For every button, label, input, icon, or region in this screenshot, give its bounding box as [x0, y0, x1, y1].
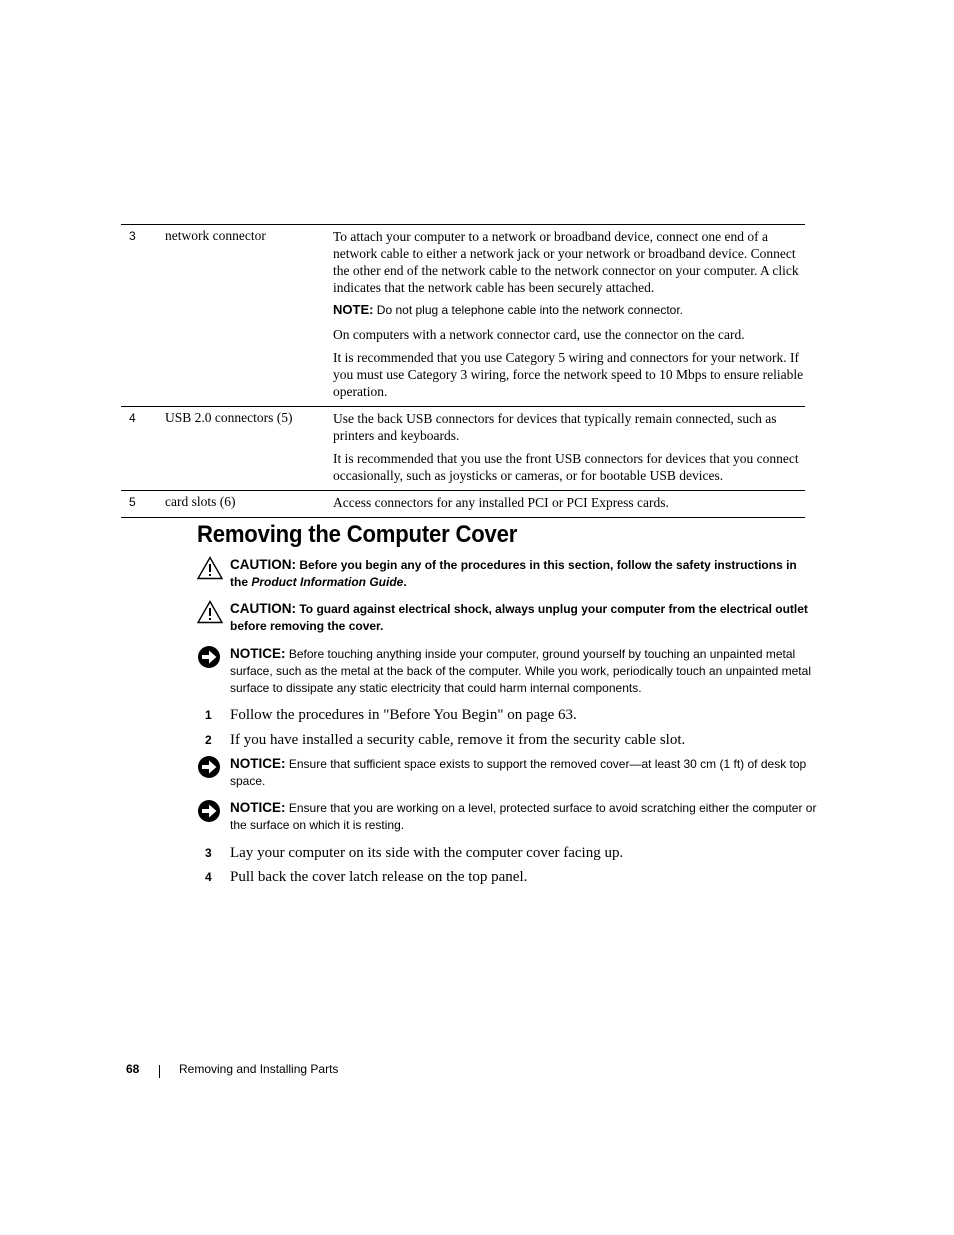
notice-block: [197, 799, 817, 834]
description-paragraph: On computers with a network connector card, use the connector on the card.: [333, 327, 745, 342]
row-name: card slots (6): [165, 494, 236, 509]
caution-block: [197, 556, 817, 591]
description-paragraph: It is recommended that you use Category 5 wiring and connectors for your network. If you must use Category 3 wiring, force the network speed to 10 Mbps to ensure reliable operation.: [333, 350, 804, 399]
chapter-title: Removing and Installing Parts: [179, 1062, 339, 1076]
guide-title: Product Information Guide: [251, 575, 404, 589]
step-text: If you have installed a security cable, remove it from the security cable slot.: [230, 732, 686, 748]
notice-text: [230, 645, 817, 697]
caution-period: .: [403, 575, 407, 589]
notice-label: NOTICE:: [230, 756, 286, 771]
row-description: [333, 225, 805, 407]
notice-body: Ensure that sufficient space exists to support the removed cover—at least 30 cm (1 ft) of desk top space.: [230, 757, 807, 788]
step-text: Lay your computer on its side with the computer cover facing up.: [230, 845, 624, 861]
caution-body: To guard against electrical shock, always unplug your computer from the electrical outlet before removing the cover.: [230, 602, 808, 633]
notice-text: [230, 799, 817, 834]
notice-body: Before touching anything inside your computer, ground yourself by touching an unpainted metal surface, such as the metal at the back of the computer. While you work, periodically touch an unpainted metal surface to dissipate any static electricity that could harm internal components.: [230, 647, 811, 695]
step-item: [205, 869, 527, 886]
note-text: Do not plug a telephone cable into the network connector.: [376, 303, 684, 317]
row-number: 4: [129, 411, 136, 425]
connector-table: [121, 224, 805, 518]
note: [333, 302, 805, 318]
step-number: 2: [205, 733, 212, 747]
step-text: Pull back the cover latch release on the top panel.: [230, 869, 528, 885]
step-number: 4: [205, 870, 212, 884]
step-item: [205, 845, 623, 862]
row-number: 5: [129, 495, 136, 509]
caution-label: CAUTION:: [230, 557, 296, 572]
row-number: 3: [129, 229, 136, 243]
caution-text: [230, 600, 817, 635]
description-paragraph: Use the back USB connectors for devices that typically remain connected, such as printers and keyboards.: [333, 411, 777, 443]
notice-label: NOTICE:: [230, 646, 286, 661]
step-item: [205, 732, 685, 749]
notice-body: Ensure that you are working on a level, protected surface to avoid scratching either the computer or the surface on which it is resting.: [230, 801, 817, 832]
step-text: Follow the procedures in "Before You Begin" on page 63.: [230, 707, 577, 723]
step-item: [205, 707, 577, 724]
row-name: network connector: [165, 228, 266, 243]
warning-triangle-icon: [197, 556, 223, 580]
notice-arrow-icon: [197, 755, 223, 779]
caution-text: [230, 556, 817, 591]
table-row: [121, 491, 805, 518]
warning-triangle-icon: [197, 600, 223, 624]
description-paragraph: Access connectors for any installed PCI or PCI Express cards.: [333, 495, 669, 510]
row-name: USB 2.0 connectors (5): [165, 410, 293, 425]
note-label: NOTE:: [333, 302, 374, 317]
table-row: [121, 407, 805, 491]
description-paragraph: To attach your computer to a network or broadband device, connect one end of a network cable to either a network jack or your network or broadband device. Connect the other end of the network cable to the network connector on your computer. A click indicates that the network cable has been securely attached.: [333, 229, 799, 295]
page-footer: [126, 1062, 339, 1076]
notice-arrow-icon: [197, 799, 223, 823]
footer-divider: [159, 1065, 160, 1078]
notice-block: [197, 755, 817, 790]
step-number: 1: [205, 708, 212, 722]
notice-label: NOTICE:: [230, 800, 286, 815]
caution-label: CAUTION:: [230, 601, 296, 616]
row-description: [333, 407, 805, 491]
notice-text: [230, 755, 817, 790]
table-row: [121, 225, 805, 407]
caution-block: [197, 600, 817, 635]
caution-body: Before you begin any of the procedures in this section, follow the safety instructions in the: [230, 558, 797, 589]
step-number: 3: [205, 846, 212, 860]
section-title: Removing the Computer Cover: [197, 521, 518, 548]
row-description: [333, 491, 805, 518]
notice-block: [197, 645, 817, 697]
notice-arrow-icon: [197, 645, 223, 669]
description-paragraph: It is recommended that you use the front USB connectors for devices that you connect occasionally, such as joysticks or cameras, or for bootable USB devices.: [333, 451, 799, 483]
page-number: 68: [126, 1062, 140, 1076]
